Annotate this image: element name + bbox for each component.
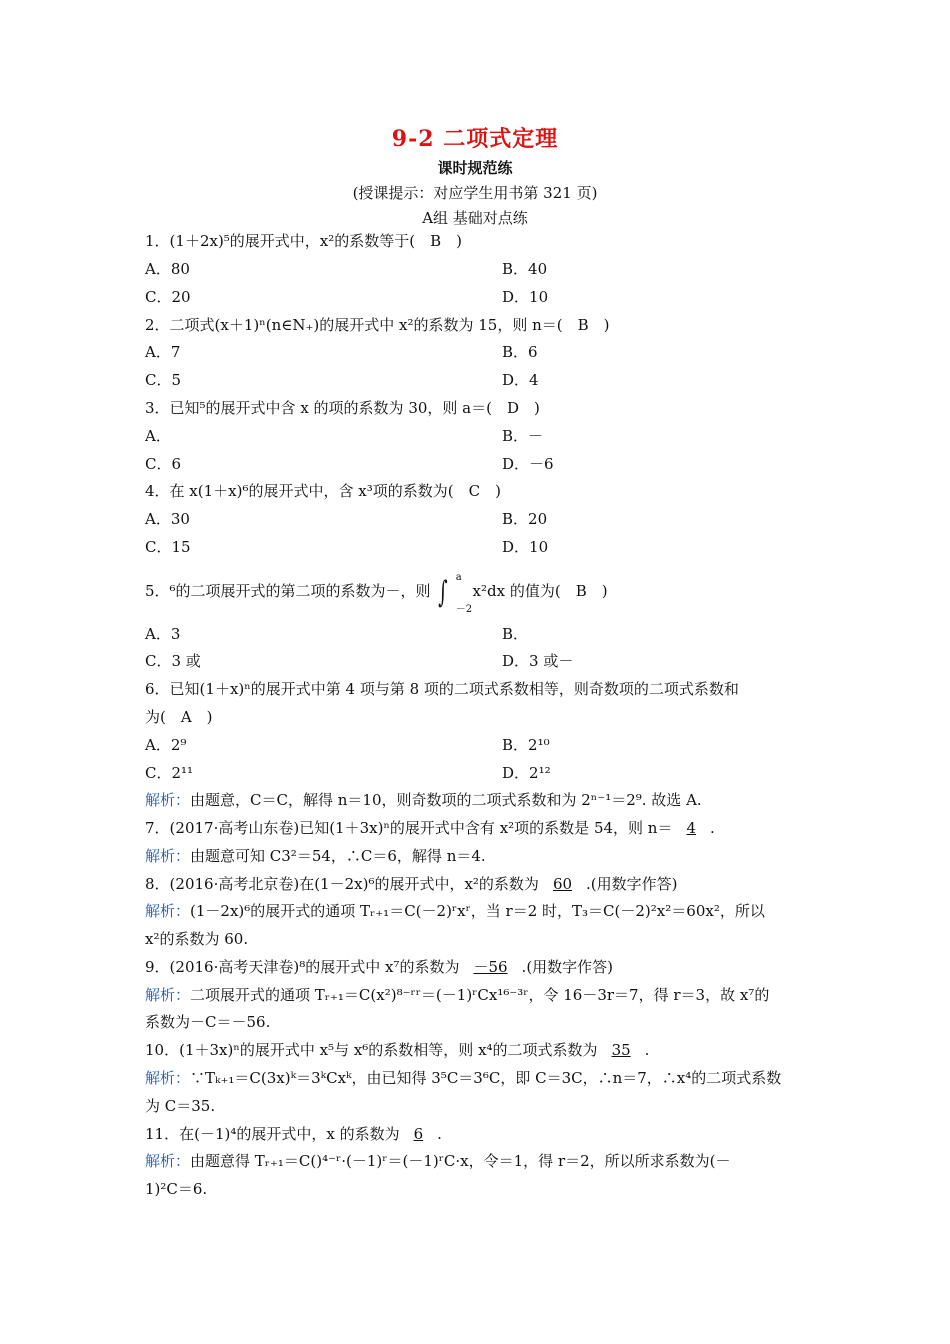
q2-option-a: A．7 — [145, 343, 181, 361]
q9-stem-end: .(用数字作答) — [521, 958, 614, 976]
q5-stem-end: x²dx 的值为( B ) — [472, 582, 608, 600]
q3-option-b: B．－ — [502, 427, 544, 445]
section-subtitle: 课时规范练 — [437, 159, 513, 177]
q2-option-d: D．4 — [502, 371, 539, 389]
q9-answer-blank: －56 — [473, 958, 508, 976]
q6-option-b: B．2¹⁰ — [502, 736, 550, 754]
q7-answer-blank: 4 — [686, 819, 697, 837]
q3-option-a: A． — [145, 427, 171, 445]
analysis-label: 解析： — [145, 847, 191, 865]
q4-option-b: B．20 — [502, 510, 548, 528]
q9-analysis-text: 二项展开式的通项 Tᵣ₊₁＝C(x²)⁸⁻ʳʳ＝(－1)ʳCx¹⁶⁻³ʳ，令 16－3r＝7，得 r＝3，故 x⁷的 — [190, 986, 770, 1004]
q5-option-d: D．3 或－ — [502, 652, 574, 670]
analysis-label: 解析： — [145, 1152, 191, 1170]
q11-analysis-continued: 1)²C＝6. — [145, 1180, 208, 1198]
q4-option-c: C．15 — [145, 538, 191, 556]
q5-stem-start: 5．⁶的二项展开式的第二项的系数为－，则 — [145, 582, 431, 600]
q4-option-d: D．10 — [502, 538, 549, 556]
q7-stem-end: . — [710, 819, 715, 837]
question-8 — [145, 873, 810, 895]
q1-option-c: C．20 — [145, 288, 191, 306]
q9-analysis — [145, 984, 810, 1006]
analysis-label: 解析： — [145, 791, 191, 809]
q11-analysis-text: 由题意得 Tᵣ₊₁＝C()⁴⁻ʳ·(－1)ʳ＝(－1)ʳC·x，令＝1，得 r＝2，所以所求系数为(－ — [190, 1152, 731, 1170]
q7-stem: 7．(2017·高考山东卷)已知(1＋3x)ⁿ的展开式中含有 x²项的系数是 54，则 n＝ — [145, 819, 673, 837]
q3-option-d: D．－6 — [502, 455, 554, 473]
q10-answer-blank: 35 — [611, 1041, 631, 1059]
q4-option-a: A．30 — [145, 510, 190, 528]
q1-option-d: D．10 — [502, 288, 549, 306]
q11-analysis — [145, 1150, 810, 1172]
question-4: 4．在 x(1＋x)⁶的展开式中，含 x³项的系数为( C ) — [145, 482, 501, 500]
q5-option-c: C．3 或 — [145, 652, 201, 670]
question-11 — [145, 1123, 810, 1145]
question-5 — [145, 572, 810, 615]
analysis-label: 解析： — [145, 902, 191, 920]
q6-analysis — [145, 789, 810, 811]
q10-analysis-continued: 为 C＝35. — [145, 1097, 216, 1115]
question-2: 2．二项式(x＋1)ⁿ(n∈N₊)的展开式中 x²的系数为 15，则 n＝( B ) — [145, 316, 610, 334]
question-3: 3．已知⁵的展开式中含 x 的项的系数为 30，则 a＝( D ) — [145, 399, 540, 417]
q8-analysis-continued: x²的系数为 60. — [145, 930, 249, 948]
teaching-hint: (授课提示：对应学生用书第 321 页) — [352, 184, 598, 202]
q2-option-b: B．6 — [502, 343, 538, 361]
analysis-label: 解析： — [145, 986, 191, 1004]
question-9 — [145, 956, 810, 978]
q10-analysis-text: ∵Tₖ₊₁＝C(3x)ᵏ＝3ᵏCxᵏ，由已知得 3⁵C＝3⁶C，即 C＝3C，∴n＝7，∴x⁴的二项式系数 — [190, 1069, 782, 1087]
q2-option-c: C．5 — [145, 371, 182, 389]
q7-analysis-text: 由题意可知 C3²＝54，∴C＝6，解得 n＝4. — [190, 847, 486, 865]
q3-option-c: C．6 — [145, 455, 182, 473]
q5-option-a: A．3 — [145, 625, 181, 643]
q8-stem-end: .(用数字作答) — [586, 875, 678, 893]
q7-analysis — [145, 845, 810, 867]
q8-analysis-text: (1－2x)⁶的展开式的通项 Tᵣ₊₁＝C(－2)ʳxʳ，当 r＝2 时，T₃＝C(－2)²x²＝60x²，所以 — [190, 902, 765, 920]
integral-lower-limit: －2 — [455, 604, 473, 615]
integral-limits — [455, 572, 473, 615]
question-6-continued: 为( A ) — [145, 708, 213, 726]
integral-upper-limit: a — [455, 572, 462, 583]
q11-stem: 11．在(－1)⁴的展开式中，x 的系数为 — [145, 1125, 400, 1143]
q9-stem: 9．(2016·高考天津卷)⁸的展开式中 x⁷的系数为 — [145, 958, 460, 976]
q8-answer-blank: 60 — [552, 875, 573, 893]
q1-option-a: A．80 — [145, 260, 190, 278]
question-6: 6．已知(1＋x)ⁿ的展开式中第 4 项与第 8 项的二项式系数相等，则奇数项的二项式系数和 — [145, 680, 739, 698]
analysis-label: 解析： — [145, 1069, 191, 1087]
q10-analysis — [145, 1067, 810, 1089]
q6-option-c: C．2¹¹ — [145, 764, 194, 782]
q11-stem-end: . — [437, 1125, 442, 1143]
q6-option-d: D．2¹² — [502, 764, 551, 782]
q6-option-a: A．2⁹ — [145, 736, 187, 754]
integral-sign-icon: ∫ — [438, 575, 448, 610]
page-title: 9-2 二项式定理 — [391, 126, 559, 152]
question-1: 1．(1＋2x)⁵的展开式中，x²的系数等于( B ) — [145, 232, 463, 250]
q10-stem: 10．(1＋3x)ⁿ的展开式中 x⁵与 x⁶的系数相等，则 x⁴的二项式系数为 — [145, 1041, 598, 1059]
q10-stem-end: . — [644, 1041, 650, 1059]
question-7 — [145, 817, 810, 839]
q11-answer-blank: 6 — [413, 1125, 424, 1143]
q6-analysis-text: 由题意，C＝C，解得 n＝10，则奇数项的二项式系数和为 2ⁿ⁻¹＝2⁹. 故选 A. — [190, 791, 702, 809]
q8-analysis — [145, 900, 810, 922]
q5-option-b: B． — [502, 625, 529, 643]
q9-analysis-continued: 系数为－C＝－56. — [145, 1013, 271, 1031]
question-10 — [145, 1039, 810, 1061]
group-heading: A组 基础对点练 — [422, 209, 528, 227]
q1-option-b: B．40 — [502, 260, 548, 278]
q8-stem: 8．(2016·高考北京卷)在(1－2x)⁶的展开式中，x²的系数为 — [145, 875, 539, 893]
